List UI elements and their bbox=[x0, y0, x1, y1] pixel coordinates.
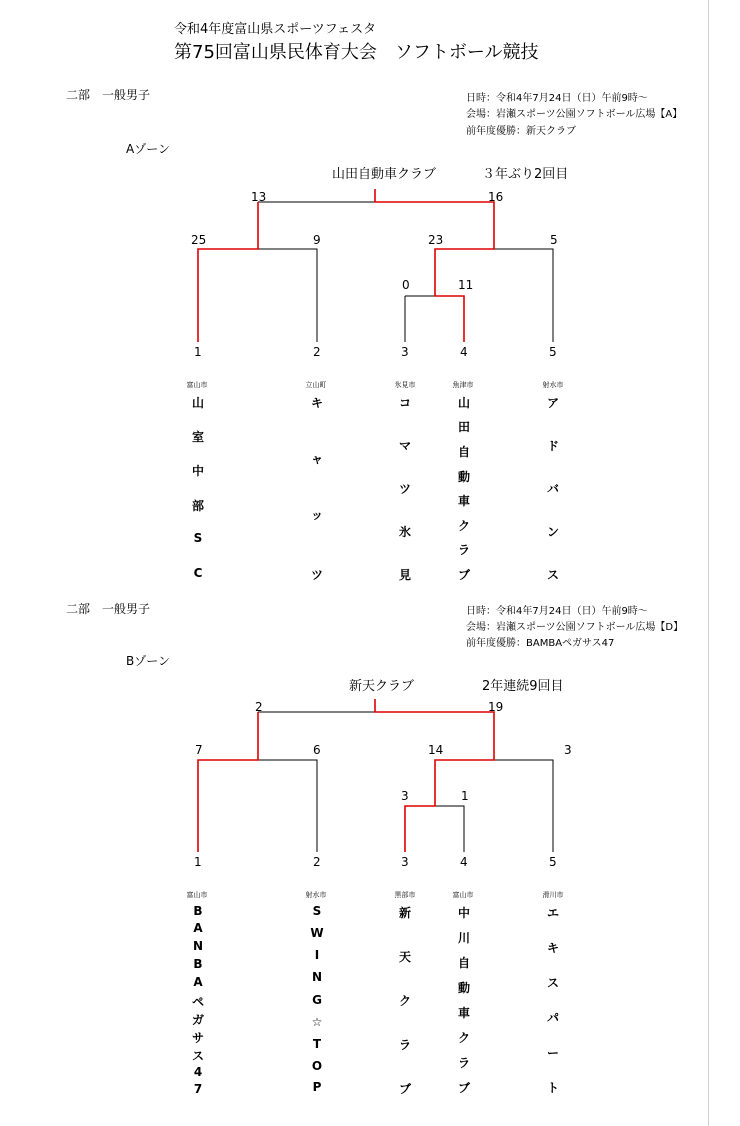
team-city: 富山市 bbox=[186, 381, 208, 389]
score-final-left: 2 bbox=[255, 700, 263, 714]
score-team-4: 1 bbox=[461, 789, 469, 803]
event-date: 日時：令和4年7月24日（日）午前9時～ bbox=[466, 93, 648, 104]
score-final-left: 13 bbox=[251, 190, 267, 204]
seed-2: 2 bbox=[313, 345, 321, 359]
bracket-line bbox=[258, 760, 317, 852]
seed-4: 4 bbox=[460, 855, 468, 869]
winner-path bbox=[375, 699, 494, 852]
zone-winner: 山田自動車クラブ bbox=[332, 167, 437, 182]
seed-1: 1 bbox=[194, 855, 202, 869]
winner-path bbox=[375, 189, 494, 342]
score-team-4: 11 bbox=[458, 278, 474, 292]
team-city: 射水市 bbox=[305, 891, 327, 899]
seed-3: 3 bbox=[401, 345, 409, 359]
score-final-right: 19 bbox=[488, 700, 504, 714]
team-city: 黒部市 bbox=[394, 891, 416, 899]
score-team-2: 6 bbox=[313, 743, 321, 757]
zone-label: Bゾーン bbox=[126, 654, 170, 668]
team-city: 氷見市 bbox=[394, 381, 416, 389]
score-team-2: 9 bbox=[313, 233, 321, 247]
event-date: 日時：令和4年7月24日（日）午前9時～ bbox=[466, 606, 648, 617]
team-city: 魚津市 bbox=[452, 381, 474, 389]
seed-4: 4 bbox=[460, 345, 468, 359]
event-venue: 会場：岩瀬スポーツ公園ソフトボール広場【A】 bbox=[466, 109, 683, 120]
seed-1: 1 bbox=[194, 345, 202, 359]
team-city: 立山町 bbox=[305, 381, 327, 389]
event-subtitle: 令和4年度富山県スポーツフェスタ bbox=[174, 22, 377, 37]
winner-note: ３年ぶり2回目 bbox=[482, 167, 569, 182]
winner-note: 2年連続9回目 bbox=[482, 679, 564, 694]
bracket-line bbox=[258, 249, 317, 342]
score-team-1: 7 bbox=[195, 743, 203, 757]
score-team-3: 0 bbox=[402, 278, 410, 292]
winner-path bbox=[198, 712, 258, 852]
bracket-line bbox=[494, 249, 553, 342]
zone-label: Aゾーン bbox=[126, 142, 170, 156]
division-label: 二部 一般男子 bbox=[66, 88, 151, 102]
division-label: 二部 一般男子 bbox=[66, 602, 151, 616]
team-city: 滑川市 bbox=[542, 891, 564, 899]
score-semi-3-4: 23 bbox=[428, 233, 444, 247]
previous-winner: 前年度優勝：新天クラブ bbox=[466, 126, 576, 137]
score-team-3: 3 bbox=[401, 789, 409, 803]
score-team-1: 25 bbox=[191, 233, 207, 247]
zone-winner: 新天クラブ bbox=[349, 679, 415, 694]
seed-5: 5 bbox=[549, 345, 557, 359]
score-final-right: 16 bbox=[488, 190, 504, 204]
score-team-5: 5 bbox=[550, 233, 558, 247]
team-city: 富山市 bbox=[186, 891, 208, 899]
seed-5: 5 bbox=[549, 855, 557, 869]
score-team-5: 3 bbox=[564, 743, 572, 757]
event-venue: 会場：岩瀬スポーツ公園ソフトボール広場【D】 bbox=[466, 622, 684, 633]
team-city: 射水市 bbox=[542, 381, 564, 389]
bracket-line bbox=[435, 806, 464, 852]
bracket-line bbox=[494, 760, 553, 852]
previous-winner: 前年度優勝：BAMBAペガサス47 bbox=[466, 638, 615, 649]
score-semi-3-4: 14 bbox=[428, 743, 444, 757]
team-city: 富山市 bbox=[452, 891, 474, 899]
seed-3: 3 bbox=[401, 855, 409, 869]
page-title: 第75回富山県民体育大会 ソフトボール競技 bbox=[174, 42, 539, 63]
winner-path bbox=[198, 202, 258, 342]
seed-2: 2 bbox=[313, 855, 321, 869]
